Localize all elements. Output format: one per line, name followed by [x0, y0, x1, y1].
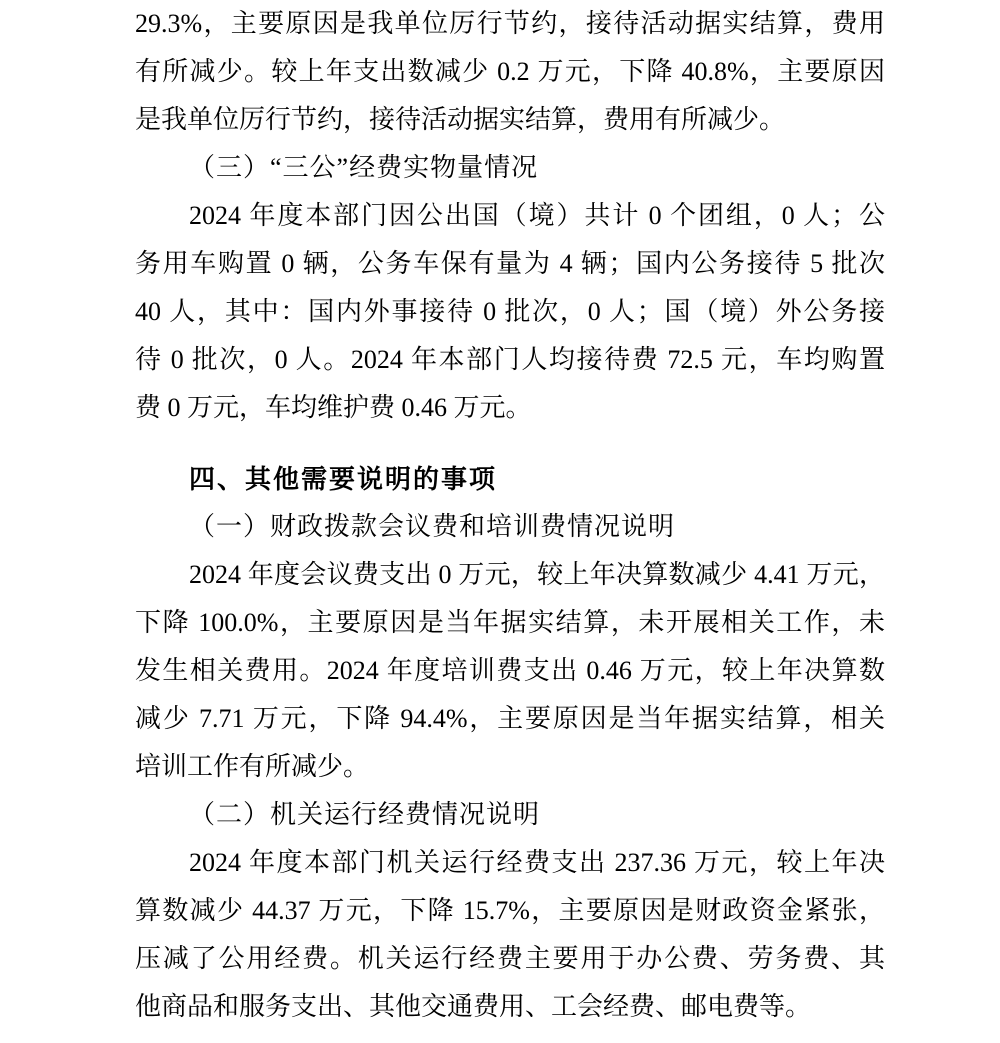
text-line: 29.3%，主要原因是我单位厉行节约，接待活动据实结算，费用 [135, 9, 885, 38]
text-line: 2024 年度本部门机关运行经费支出 237.36 万元，较上年决 [189, 848, 885, 877]
section-heading: 四、其他需要说明的事项 [189, 464, 498, 494]
text-line: 是我单位厉行节约，接待活动据实结算，费用有所减少。 [135, 105, 786, 134]
subsection-heading: （一）财政拨款会议费和培训费情况说明 [189, 512, 676, 541]
text-line: 减少 7.71 万元，下降 94.4%，主要原因是当年据实结算，相关 [135, 704, 885, 733]
text-line: 发生相关费用。2024 年度培训费支出 0.46 万元，较上年决算数 [135, 656, 885, 685]
subsection-heading: （二）机关运行经费情况说明 [189, 800, 541, 829]
text-line: 算数减少 44.37 万元，下降 15.7%，主要原因是财政资金紧张， [135, 896, 885, 925]
text-line: 40 人，其中：国内外事接待 0 批次，0 人；国（境）外公务接 [135, 297, 885, 326]
text-line: 费 0 万元，车均维护费 0.46 万元。 [135, 393, 532, 422]
text-line: 2024 年度本部门因公出国（境）共计 0 个团组，0 人；公 [189, 201, 885, 230]
text-line: 务用车购置 0 辆，公务车保有量为 4 辆；国内公务接待 5 批次 [135, 249, 885, 278]
text-line: 2024 年度会议费支出 0 万元，较上年决算数减少 4.41 万元， [189, 560, 885, 589]
text-line: 压减了公用经费。机关运行经费主要用于办公费、劳务费、其 [135, 944, 885, 973]
document-body [135, 0, 885, 1031]
subsection-heading: （三）“三公”经费实物量情况 [189, 153, 539, 182]
text-line: 他商品和服务支出、其他交通费用、工会经费、邮电费等。 [135, 992, 812, 1021]
text-line: 培训工作有所减少。 [135, 752, 370, 781]
text-line: 待 0 批次，0 人。2024 年本部门人均接待费 72.5 元，车均购置 [135, 345, 885, 374]
text-line: 有所减少。较上年支出数减少 0.2 万元，下降 40.8%，主要原因 [135, 57, 885, 86]
text-line: 下降 100.0%，主要原因是当年据实结算，未开展相关工作，未 [135, 608, 885, 637]
